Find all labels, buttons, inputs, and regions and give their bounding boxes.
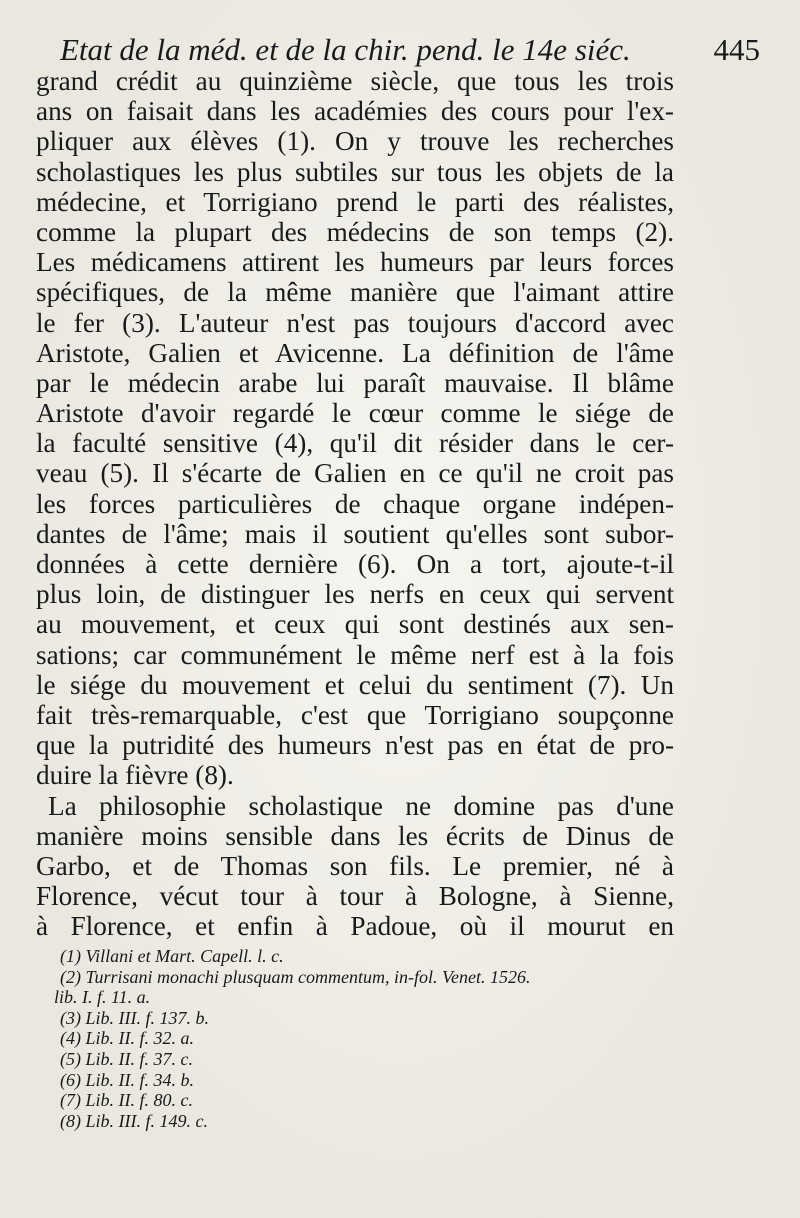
text-line: que la putridité des humeurs n'est pas en état de pro- <box>36 730 674 761</box>
text-line: manière moins sensible dans les écrits de Dinus de <box>36 820 674 851</box>
footnote: (6) Lib. II. f. 34. b. <box>60 1069 194 1090</box>
body-text <box>36 66 674 941</box>
text-line: les forces particulières de chaque organe indépen- <box>36 488 674 519</box>
text-line: ans on faisait dans les académies des cours pour l'ex- <box>36 96 674 127</box>
text-line: la faculté sensitive (4), qu'il dit résider dans le cer- <box>36 428 674 459</box>
footnote: (5) Lib. II. f. 37. c. <box>60 1048 193 1069</box>
running-head <box>60 30 760 70</box>
text-line: sations; car communément le même nerf est à la fois <box>36 639 674 670</box>
footnote: (2) Turrisani monachi plusquam commentum, in-fol. Venet. 1526. <box>60 966 531 987</box>
footnotes <box>54 946 700 1131</box>
text-line: par le médecin arabe lui paraît mauvaise. Il blâme <box>36 367 674 398</box>
text-line: spécifiques, de la même manière que l'aimant attire <box>36 277 674 308</box>
text-line: fait très-remarquable, c'est que Torrigiano soupçonne <box>36 699 674 730</box>
text-line: le fer (3). L'auteur n'est pas toujours d'accord avec <box>36 307 674 338</box>
text-line: duire la fièvre (8). <box>36 760 234 791</box>
text-line: dantes de l'âme; mais il soutient qu'elles sont subor- <box>36 518 674 549</box>
text-line: Garbo, et de Thomas son fils. Le premier, né à <box>36 850 674 881</box>
footnote: (8) Lib. III. f. 149. c. <box>60 1110 208 1131</box>
paragraph-start-line: La philosophie scholastique ne domine pas d'une <box>48 790 674 821</box>
page-number: 445 <box>713 32 760 67</box>
text-line: veau (5). Il s'écarte de Galien en ce qu'il ne croit pas <box>36 458 674 489</box>
text-line: Aristote, Galien et Avicenne. La définition de l'âme <box>36 337 674 368</box>
text-line: grand crédit au quinzième siècle, que tous les trois <box>36 66 674 96</box>
running-head-title: Etat de la méd. et de la chir. pend. le 14e siéc. <box>60 32 631 67</box>
footnote: (1) Villani et Mart. Capell. l. c. <box>60 946 284 966</box>
text-line: comme la plupart des médecins de son temps (2). <box>36 216 674 247</box>
text-line: pliquer aux élèves (1). On y trouve les recherches <box>36 126 674 157</box>
text-line: au mouvement, et ceux qui sont destinés aux sen- <box>36 609 674 640</box>
footnote: (3) Lib. III. f. 137. b. <box>60 1007 209 1028</box>
text-line: Les médicamens attirent les humeurs par leurs forces <box>36 247 674 278</box>
footnote-continuation: lib. I. f. 11. a. <box>54 987 151 1008</box>
text-line: Florence, vécut tour à tour à Bologne, à Sienne, <box>36 881 674 912</box>
text-line: médecine, et Torrigiano prend le parti des réalistes, <box>36 186 674 217</box>
text-line: Aristote d'avoir regardé le cœur comme le siége de <box>36 398 674 429</box>
footnote: (7) Lib. II. f. 80. c. <box>60 1090 193 1111</box>
text-line: le siége du mouvement et celui du sentiment (7). Un <box>36 669 674 700</box>
footnote: (4) Lib. II. f. 32. a. <box>60 1028 194 1049</box>
text-line: à Florence, et enfin à Padoue, où il mourut en <box>36 911 674 942</box>
text-line: scholastiques les plus subtiles sur tous les objets de la <box>36 156 674 187</box>
text-line: données à cette dernière (6). On a tort, ajoute-t-il <box>36 549 674 579</box>
text-line: plus loin, de distinguer les nerfs en ceux qui servent <box>36 579 674 610</box>
